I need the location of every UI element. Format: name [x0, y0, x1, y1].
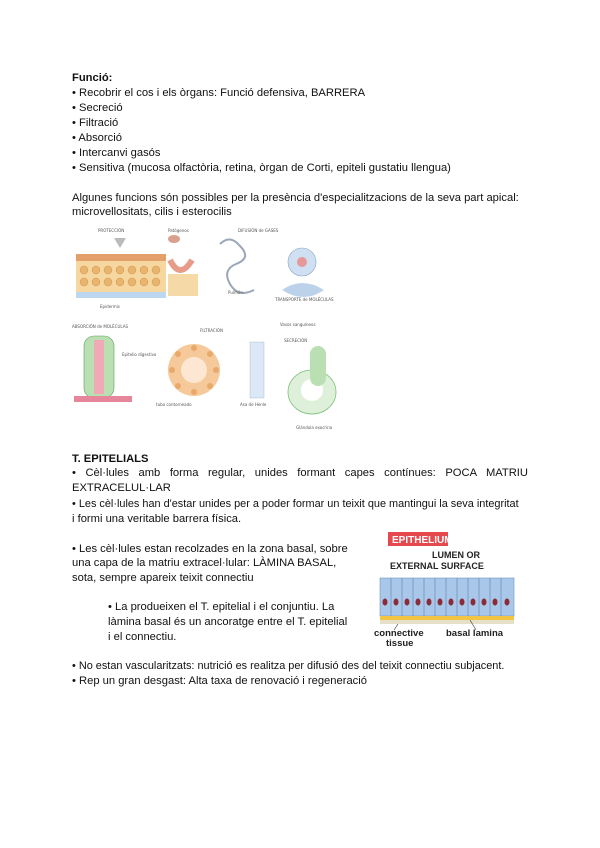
label-vasos: Vasos sanguíneos [280, 322, 316, 327]
paragraph-line: i el connectiu. [108, 631, 177, 643]
label-asa: Asa de Henle [240, 402, 267, 407]
label-epitelio: Epitelio digestivo [122, 352, 157, 357]
pathogen-icon [168, 235, 180, 243]
epithelial-functions-figure [70, 224, 340, 438]
list-item: • Secreció [72, 102, 123, 114]
connective-label-2: tissue [386, 638, 414, 649]
label-glandula: Glándula exocrina [296, 425, 333, 430]
label-patogenos: Patógenos [168, 228, 189, 233]
label-secrecion: SECRECIÓN [284, 338, 308, 343]
label-difusion: DIFUSIÓN de GASES [238, 228, 279, 233]
mucosa-fold [170, 260, 192, 270]
basal-lamina [380, 616, 514, 620]
basal-lamina-label: basal lamina [446, 628, 504, 639]
lumen-label-1: LUMEN OR [432, 550, 480, 560]
connective-label-1: connective [374, 628, 424, 639]
henle-loop [250, 342, 264, 398]
paragraph-line: • Cèl·lules amb forma regular, unides formant capes contínues: POCA MATRIU [72, 467, 528, 479]
paragraph-line: • No estan vascularitzats: nutrició es realitza per difusió des del teixit connectiu subjacent. [72, 660, 505, 672]
list-item: • Intercanvi gasós [72, 147, 161, 159]
label-pulmon: Pulmón [228, 290, 243, 295]
paragraph-line: • Les cèl·lules han d'estar unides per a poder formar un teixit que mantingui la seva integritat [72, 498, 519, 510]
label-tubo: tubo contorneado [156, 402, 192, 407]
section-heading-epitelials: T. EPITELIALS [72, 453, 149, 465]
paragraph-line: • Les cèl·lules estan recolzades en la zona basal, sobre [72, 543, 348, 555]
paragraph-line: làmina basal és un ancoratge entre el T. epitelial [108, 616, 348, 628]
label-filtracion: FILTRACIÓN [200, 328, 223, 333]
paragraph-line: • Rep un gran desgast: Alta taxa de renovació i regeneració [72, 675, 367, 687]
banner-text: EPITHELIUM [392, 535, 453, 546]
lumen-label-2: EXTERNAL SURFACE [390, 561, 484, 571]
list-item: • Sensitiva (mucosa olfactòria, retina, òrgan de Corti, epiteli gustatiu llengua) [72, 162, 451, 174]
paragraph-line: Algunes funcions són possibles per la presència d'especialitzacions de la seva part apical: [72, 192, 519, 204]
arrow-down-icon [114, 238, 126, 248]
list-item: • Absorció [72, 132, 122, 144]
label-transporte: TRANSPORTE de MOLÉCULAS [275, 297, 334, 302]
label-epidermis: Epidermis [100, 304, 120, 309]
paragraph-line: microvellositats, cilis i esterocilis [72, 206, 232, 218]
vessel [282, 283, 324, 297]
epithelium-diagram [372, 532, 522, 650]
paragraph-line: una capa de la matriu extracel·lular: LÀMINA BASAL, [72, 557, 337, 569]
connective-tissue [380, 620, 514, 624]
alveolus-outline [220, 239, 254, 292]
epithelial-cell-row [380, 578, 514, 616]
paragraph-line: sota, sempre apareix teixit connectiu [72, 572, 254, 584]
paragraph-line: • La produeixen el T. epitelial i el conjuntiu. La [108, 601, 335, 613]
label-proteccio: PROTECCIÓN [98, 228, 125, 233]
list-item: • Filtració [72, 117, 119, 129]
paragraph-line: EXTRACELUL·LAR [72, 482, 171, 494]
label-absorcion: ABSORCIÓN de MOLÉCULAS [72, 324, 129, 329]
section-heading-funcio: Funció: [72, 72, 113, 84]
paragraph-line: i formi una veritable barrera física. [72, 513, 242, 525]
list-item: • Recobrir el cos i els òrgans: Funció defensiva, BARRERA [72, 87, 366, 99]
